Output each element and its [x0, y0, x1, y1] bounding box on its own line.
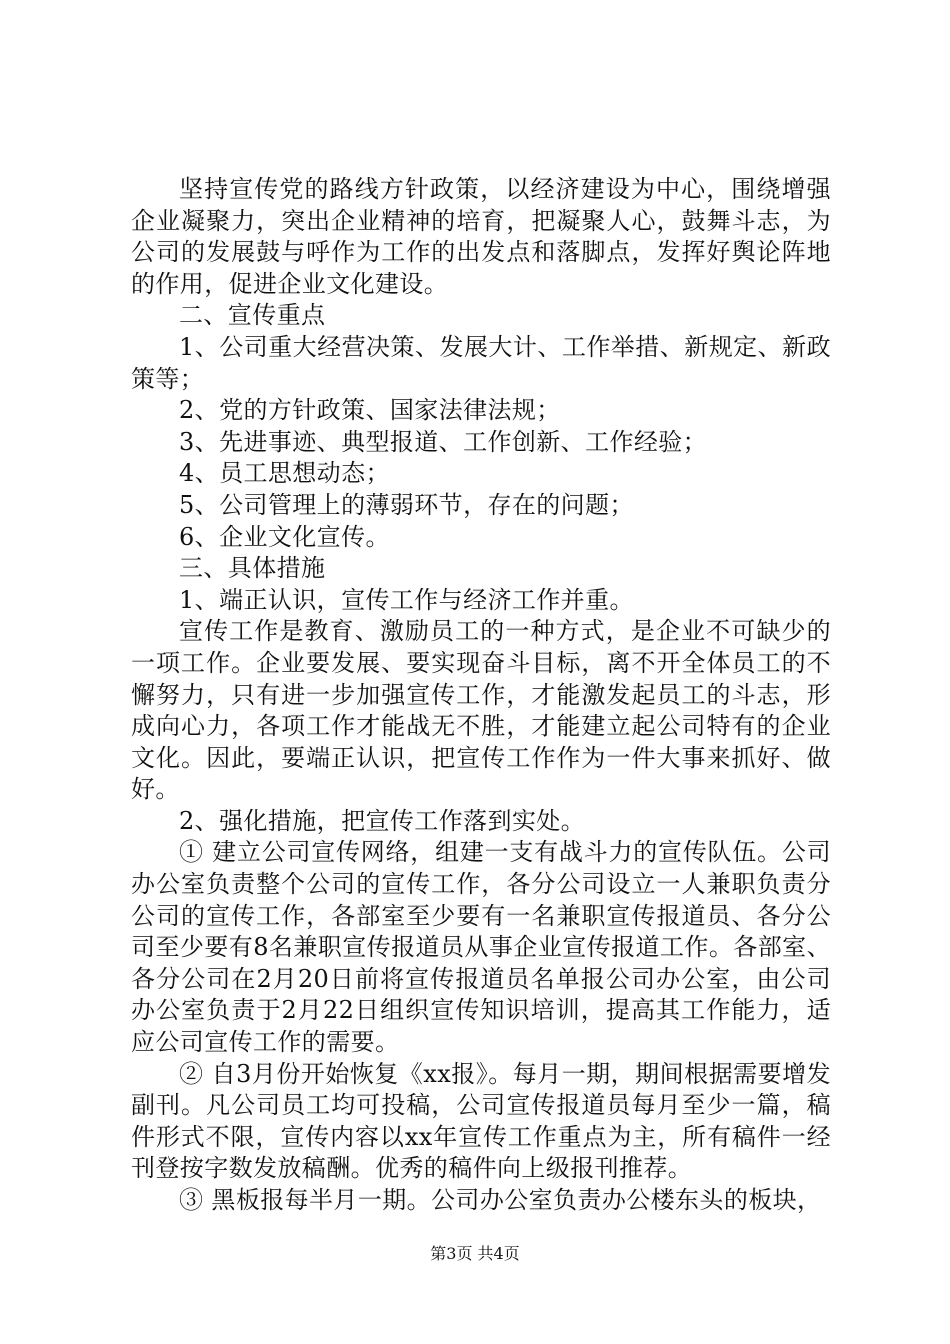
heading-publicity-focus: 二、宣传重点 [179, 301, 326, 330]
list-item-focus-5: 5、公司管理上的薄弱环节，存在的问题； [179, 490, 634, 519]
paragraph-measure-2-item-3: ③ 黑板报每半月一期。公司办公室负责办公楼东头的板块， [179, 1186, 822, 1214]
subheading-measure-2: 2、强化措施，把宣传工作落到实处。 [179, 806, 586, 835]
paragraph-measure-2-item-2: ② 自3月份开始恢复《xx报》。每月一期，期间根据需要增发副刊。凡公司员工均可投稿，公司宣传报道员每月至少一篇，稿件形式不限，宣传内容以xx年宣传工作重点为主，所有稿件一经刊登按字数发放稿酬。优秀的稿件向上级报刊推荐。 [131, 1059, 831, 1183]
paragraph-measure-2-item-1: ① 建立公司宣传网络，组建一支有战斗力的宣传队伍。公司办公室负责整个公司的宣传工作，各分公司设立一人兼职负责分公司的宣传工作，各部室至少要有一名兼职宣传报道员、各分公司至少要有8名兼职宣传报道员从事企业宣传报道工作。各部室、各分公司在2月20日前将宣传报道员名单报公司办公室，由公司办公室负责于2月22日组织宣传知识培训，提高其工作能力，适应公司宣传工作的需要。 [131, 838, 831, 1057]
list-item-focus-3: 3、先进事迹、典型报道、工作创新、工作经验； [179, 427, 708, 456]
subheading-measure-1: 1、端正认识，宣传工作与经济工作并重。 [179, 585, 634, 614]
page-number-label: 第3页 共4页 [430, 1244, 520, 1263]
list-item-focus-4: 4、员工思想动态； [179, 459, 390, 488]
list-item-focus-1: 1、公司重大经营决策、发展大计、工作举措、新规定、新政策等； [131, 332, 831, 393]
heading-specific-measures: 三、具体措施 [179, 554, 326, 583]
list-item-focus-6: 6、企业文化宣传。 [179, 522, 390, 551]
paragraph-measure-1-body: 宣传工作是教育、激励员工的一种方式，是企业不可缺少的一项工作。企业要发展、要实现奋斗目标，离不开全体员工的不懈努力，只有进一步加强宣传工作，才能激发起员工的斗志，形成向心力，各项工作才能战无不胜，才能建立起公司特有的企业文化。因此，要端正认识，把宣传工作作为一件大事来抓好、做好。 [131, 617, 831, 804]
list-item-focus-2: 2、党的方针政策、国家法律法规； [179, 396, 561, 425]
document-body [131, 174, 831, 1217]
page-footer [0, 1244, 950, 1264]
paragraph-guiding-principle: 坚持宣传党的路线方针政策，以经济建设为中心，围绕增强企业凝聚力，突出企业精神的培育，把凝聚人心，鼓舞斗志，为公司的发展鼓与呼作为工作的出发点和落脚点，发挥好舆论阵地的作用，促进企业文化建设。 [131, 175, 831, 298]
